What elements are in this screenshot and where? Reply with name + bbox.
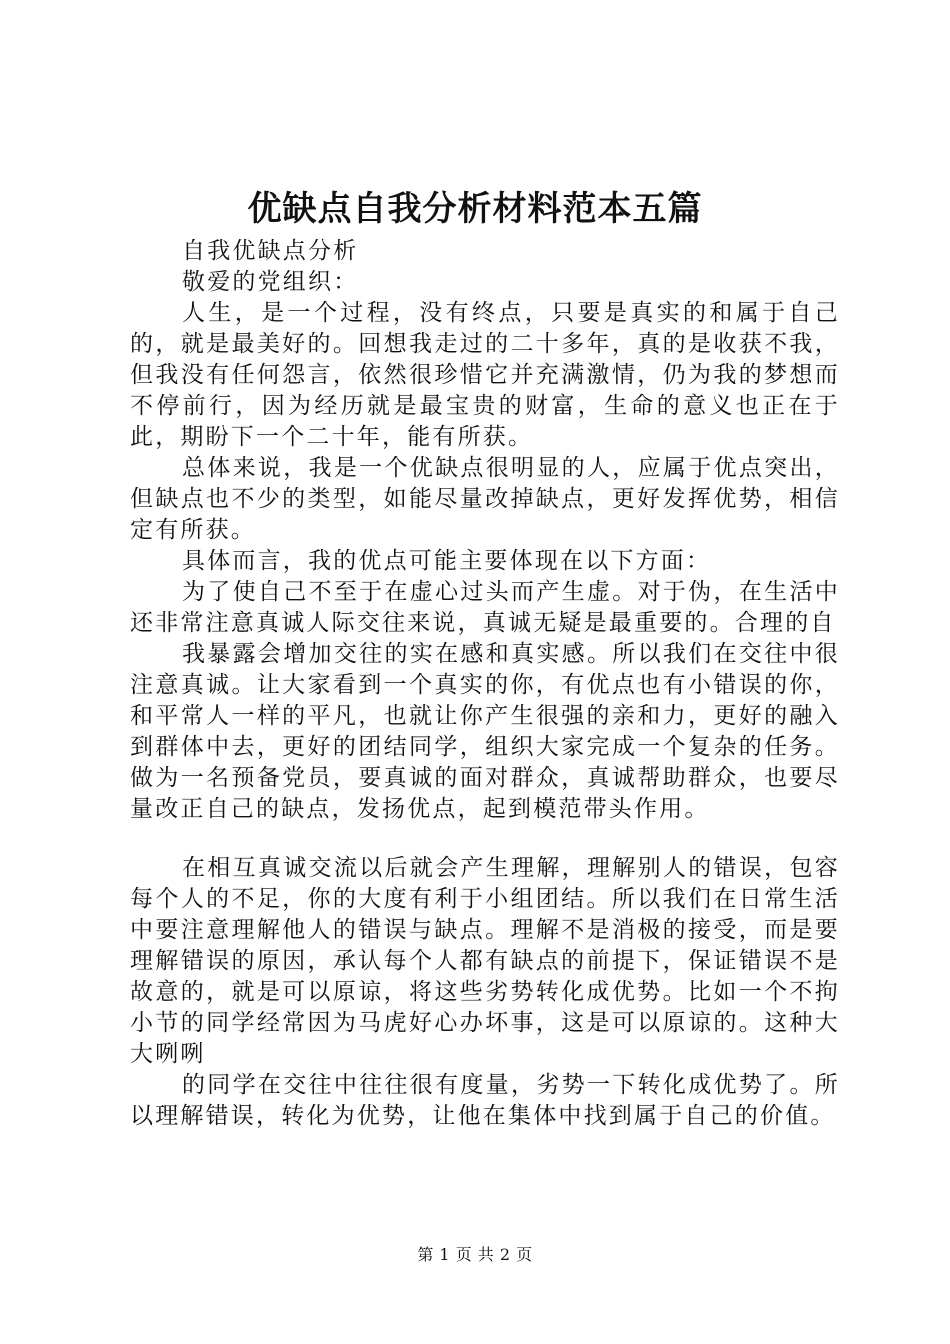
paragraph: 具体而言，我的优点可能主要体现在以下方面： <box>182 548 712 574</box>
paragraph: 为了使自己不至于在虚心过头而产生虚。对于伪，在生活中还非常注意真诚人际交往来说，真诚无疑是最重要的。合理的自 <box>130 579 840 636</box>
page-footer: 第 1 页 共 2 页 <box>417 1245 533 1264</box>
document-body <box>130 236 840 1132</box>
paragraph: 总体来说，我是一个优缺点很明显的人，应属于优点突出，但缺点也不少的类型，如能尽量改掉缺点，更好发挥优势，相信定有所获。 <box>130 455 840 543</box>
paragraph-salutation: 敬爱的党组织： <box>182 269 359 295</box>
document-title: 优缺点自我分析材料范本五篇 <box>247 189 703 229</box>
paragraph: 我暴露会增加交往的实在感和真实感。所以我们在交往中很注意真诚。让大家看到一个真实的你，有优点也有小错误的你，和平常人一样的平凡，也就让你产生很强的亲和力，更好的融入到群体中去，更好的团结同学，组织大家完成一个复杂的任务。做为一名预备党员，要真诚的面对群众，真诚帮助群众，也要尽量改正自己的缺点，发扬优点，起到模范带头作用。 <box>130 641 840 822</box>
paragraph: 人生，是一个过程，没有终点，只要是真实的和属于自己的，就是最美好的。回想我走过的二十多年，真的是收获不我，但我没有任何怨言，依然很珍惜它并充满激情，仍为我的梦想而不停前行，因为经历就是最宝贵的财富，生命的意义也正在于此，期盼下一个二十年，能有所获。 <box>130 300 840 450</box>
paragraph: 在相互真诚交流以后就会产生理解，理解别人的错误，包容每个人的不足，你的大度有利于小组团结。所以我们在日常生活中要注意理解他人的错误与缺点。理解不是消极的接受，而是要理解错误的原因，承认每个人都有缺点的前提下，保证错误不是故意的，就是可以原谅，将这些劣势转化成优势。比如一个不拘小节的同学经常因为马虎好心办坏事，这是可以原谅的。这种大大咧咧 <box>130 855 840 1067</box>
paragraph: 的同学在交往中往往很有度量，劣势一下转化成优势了。所以理解错误，转化为优势，让他在集体中找到属于自己的价值。 <box>130 1072 840 1129</box>
paragraph-heading: 自我优缺点分析 <box>182 238 359 264</box>
